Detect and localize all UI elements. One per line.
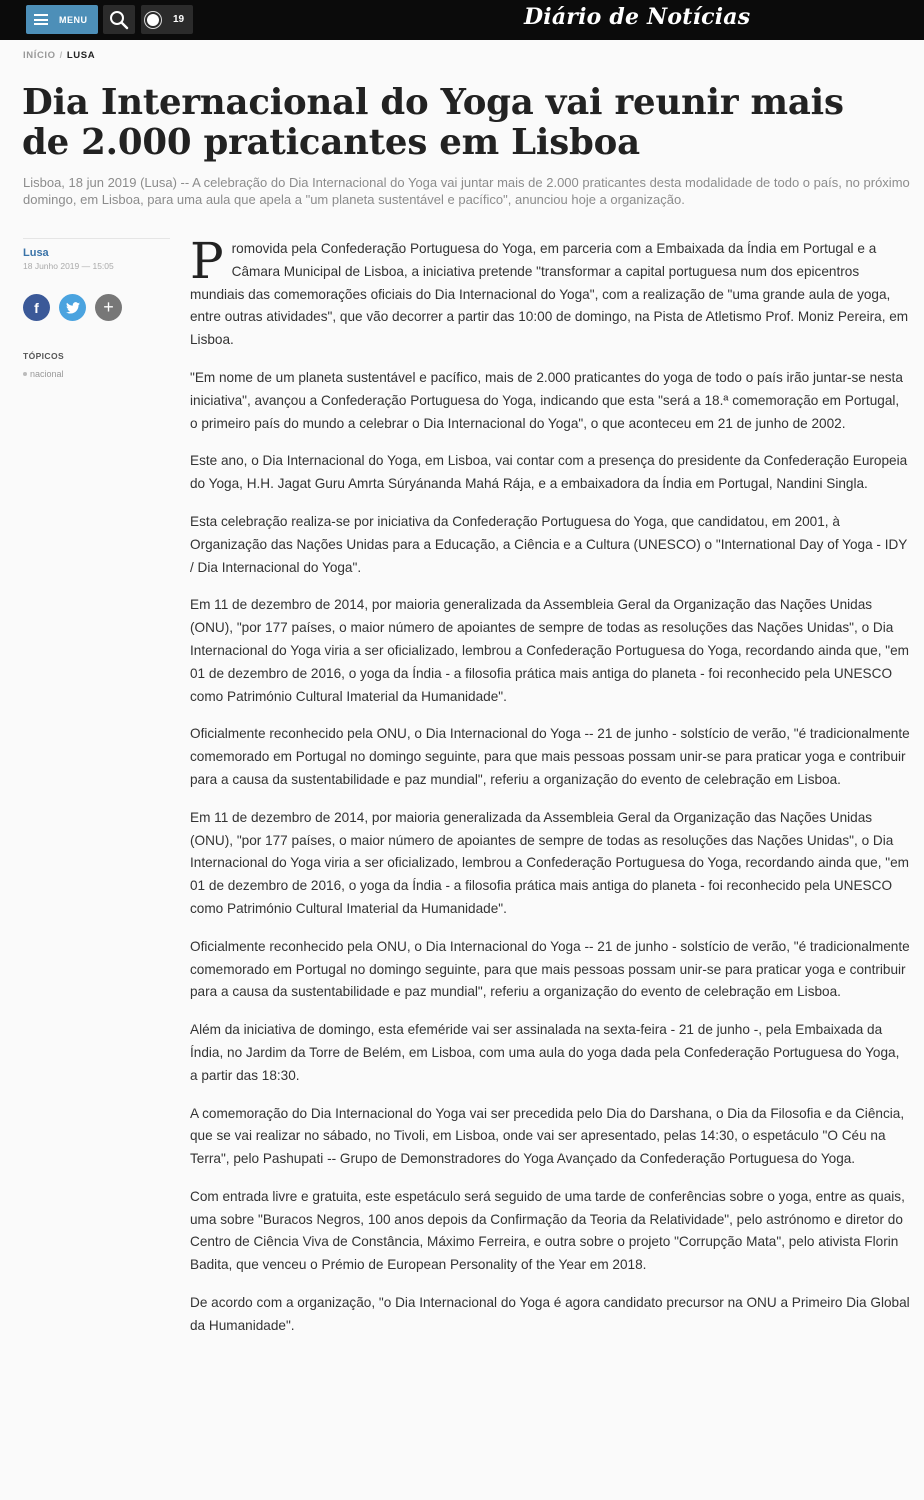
article-paragraph: Além da iniciativa de domingo, esta efeméride vai ser assinalada na sexta-feira - 21 de junho -, pela Embaixada da Índia, no Jardim da Torre de Belém, em Lisboa, com uma aula do yoga dada pela Confederação Portuguesa do Yoga, a partir das 18:30.	[190, 1022, 900, 1083]
temperature: 19	[173, 14, 185, 25]
top-bar	[0, 0, 924, 40]
article-paragraph: Em 11 de dezembro de 2014, por maioria generalizada da Assembleia Geral da Organização das Nações Unidas (ONU), "por 177 países, o maior número de apoiantes de sempre de todas as resoluções das Nações Unidas", o Dia Internacional do Yoga viria a ser oficializado, lembrou a Confederação Portuguesa do Yoga, recordando ainda que, "em 01 de dezembro de 2016, o yoga da Índia - a filosofia prática mais antiga do planeta - foi reconhecido pela UNESCO como Património Cultural Imaterial da Humanidade".	[190, 597, 909, 704]
more-share-button[interactable]	[95, 294, 122, 321]
article-sidebar	[23, 238, 170, 389]
article-title: Dia Internacional do Yoga vai reunir mais de 2.000 praticantes em Lisboa	[22, 82, 844, 163]
topics-heading: TÓPICOS	[23, 351, 65, 361]
topic-link[interactable]	[23, 369, 170, 379]
share-buttons	[23, 294, 170, 321]
article-lead: Lisboa, 18 jun 2019 (Lusa) -- A celebração do Dia Internacional do Yoga vai juntar mais de 2.000 praticantes desta modalidade de todo o país, no próximo domingo, em Lisboa, para uma aula que apela a "um planeta sustentável e pacífico", anunciou hoje a organização.	[23, 175, 910, 207]
article-paragraph: A comemoração do Dia Internacional do Yoga vai ser precedida pelo Dia do Darshana, o Dia da Filosofia e da Ciência, que se vai realizar no sábado, no Tivoli, em Lisboa, onde vai ser apresentado, pelas 14:30, o espetáculo "O Céu na Terra", pelo Pashupati -- Grupo de Demonstradores do Yoga Avançado da Confederação Portuguesa do Yoga.	[190, 1105, 905, 1167]
sun-icon	[147, 14, 159, 26]
menu-button[interactable]	[26, 5, 98, 34]
author-link[interactable]: Lusa	[23, 247, 49, 259]
article-paragraph: Oficialmente reconhecido pela ONU, o Dia Internacional do Yoga -- 21 de junho - solstício de verão, "é tradicionalmente comemorado em Portugal no domingo seguinte, para que mais pessoas possam unir-se para praticar yoga e contribuir para a causa da sustentabilidade e paz mundial", referiu a organização do evento de celebração em Lisboa.	[190, 726, 910, 787]
divider	[23, 238, 170, 239]
topic-label: nacional	[30, 369, 64, 379]
article-paragraph: Com entrada livre e gratuita, este espetáculo será seguido de uma tarde de conferências sobre o yoga, entre as quais, uma sobre "Buracos Negros, 100 anos depois da Confirmação da Teoria da Relatividade", pelo astrónomo e diretor do Centro de Ciência Viva de Constância, Máximo Ferreira, e outra sobre o projeto "Corrupção Mata", pelo ativista Florin Badita, que venceu o Prémio de European Personality of the Year em 2018.	[190, 1188, 905, 1273]
breadcrumb	[23, 50, 95, 61]
facebook-icon: f	[34, 299, 39, 316]
weather-widget[interactable]	[141, 5, 193, 34]
article-paragraph: Oficialmente reconhecido pela ONU, o Dia Internacional do Yoga -- 21 de junho - solstício de verão, "é tradicionalmente comemorado em Portugal no domingo seguinte, para que mais pessoas possam unir-se para praticar yoga e contribuir para a causa da sustentabilidade e paz mundial", referiu a organização do evento de celebração em Lisboa.	[190, 938, 910, 1000]
article-paragraph: De acordo com a organização, "o Dia Internacional do Yoga é agora candidato precursor na ONU a Primeiro Dia Global da Humanidade".	[190, 1295, 910, 1333]
article-paragraph: Este ano, o Dia Internacional do Yoga, em Lisboa, vai contar com a presença do presidente da Confederação Europeia do Yoga, H.H. Jagat Guru Amrta Súryánanda Mahá Rája, e a embaixadora da Índia em Portugal, Nandini Singla.	[190, 453, 908, 492]
article-paragraph: Esta celebração realiza-se por iniciativa da Confederação Portuguesa do Yoga, que candidatou, em 2001, à Organização das Nações Unidas para a Educação, a Ciência e a Cultura (UNESCO) o "International Day of Yoga - IDY / Dia Internacional do Yoga".	[190, 513, 908, 575]
search-button[interactable]	[103, 5, 135, 34]
breadcrumb-home[interactable]: INÍCIO	[23, 50, 56, 61]
twitter-icon	[66, 302, 80, 314]
breadcrumb-current[interactable]: LUSA	[66, 50, 96, 61]
menu-label: MENU	[59, 14, 88, 25]
site-logo[interactable]: Diário de Notícias	[524, 4, 751, 30]
first-paragraph-text: romovida pela Confederação Portuguesa do Yoga, em parceria com a Embaixada da Índia em Portugal e a Câmara Municipal de Lisboa, a iniciativa pretende "transformar a capital portuguesa num dos epicentros mundiais das comemorações oficiais do Dia Internacional do Yoga", com a realização de "uma grande aula de yoga, entre outras atividades", que vão decorrer a partir das 10:00 de domingo, na Pista de Atletismo Prof. Moniz Pereira, em Lisboa.	[190, 241, 909, 348]
breadcrumb-separator: /	[59, 50, 63, 61]
article-paragraph: Em 11 de dezembro de 2014, por maioria generalizada da Assembleia Geral da Organização das Nações Unidas (ONU), "por 177 países, o maior número de apoiantes de sempre de todas as resoluções das Nações Unidas", o Dia Internacional do Yoga viria a ser oficializado, lembrou a Confederação Portuguesa do Yoga, recordando ainda que, "em 01 de dezembro de 2016, o yoga da Índia - a filosofia prática mais antiga do planeta - foi reconhecido pela UNESCO como Património Cultural Imaterial da Humanidade".	[190, 809, 909, 916]
publish-date: 18 Junho 2019 — 15:05	[23, 261, 114, 271]
drop-cap: P	[190, 232, 224, 290]
menu-icon	[34, 14, 48, 25]
search-icon	[103, 5, 135, 34]
facebook-share-button[interactable]	[23, 294, 50, 321]
plus-icon: +	[103, 297, 114, 317]
article-body	[190, 232, 910, 1353]
bullet-icon	[23, 372, 27, 376]
twitter-share-button[interactable]	[59, 294, 86, 321]
article-paragraph: "Em nome de um planeta sustentável e pacífico, mais de 2.000 praticantes do yoga de todo o país irão juntar-se nesta iniciativa", avançou a Confederação Portuguesa do Yoga, indicando que esta "será a 18.ª comemoração em Portugal, o primeiro país do mundo a celebrar o Dia Internacional do Yoga", o que aconteceu em 21 de junho de 2002.	[190, 369, 903, 431]
article-paragraph	[190, 232, 910, 352]
